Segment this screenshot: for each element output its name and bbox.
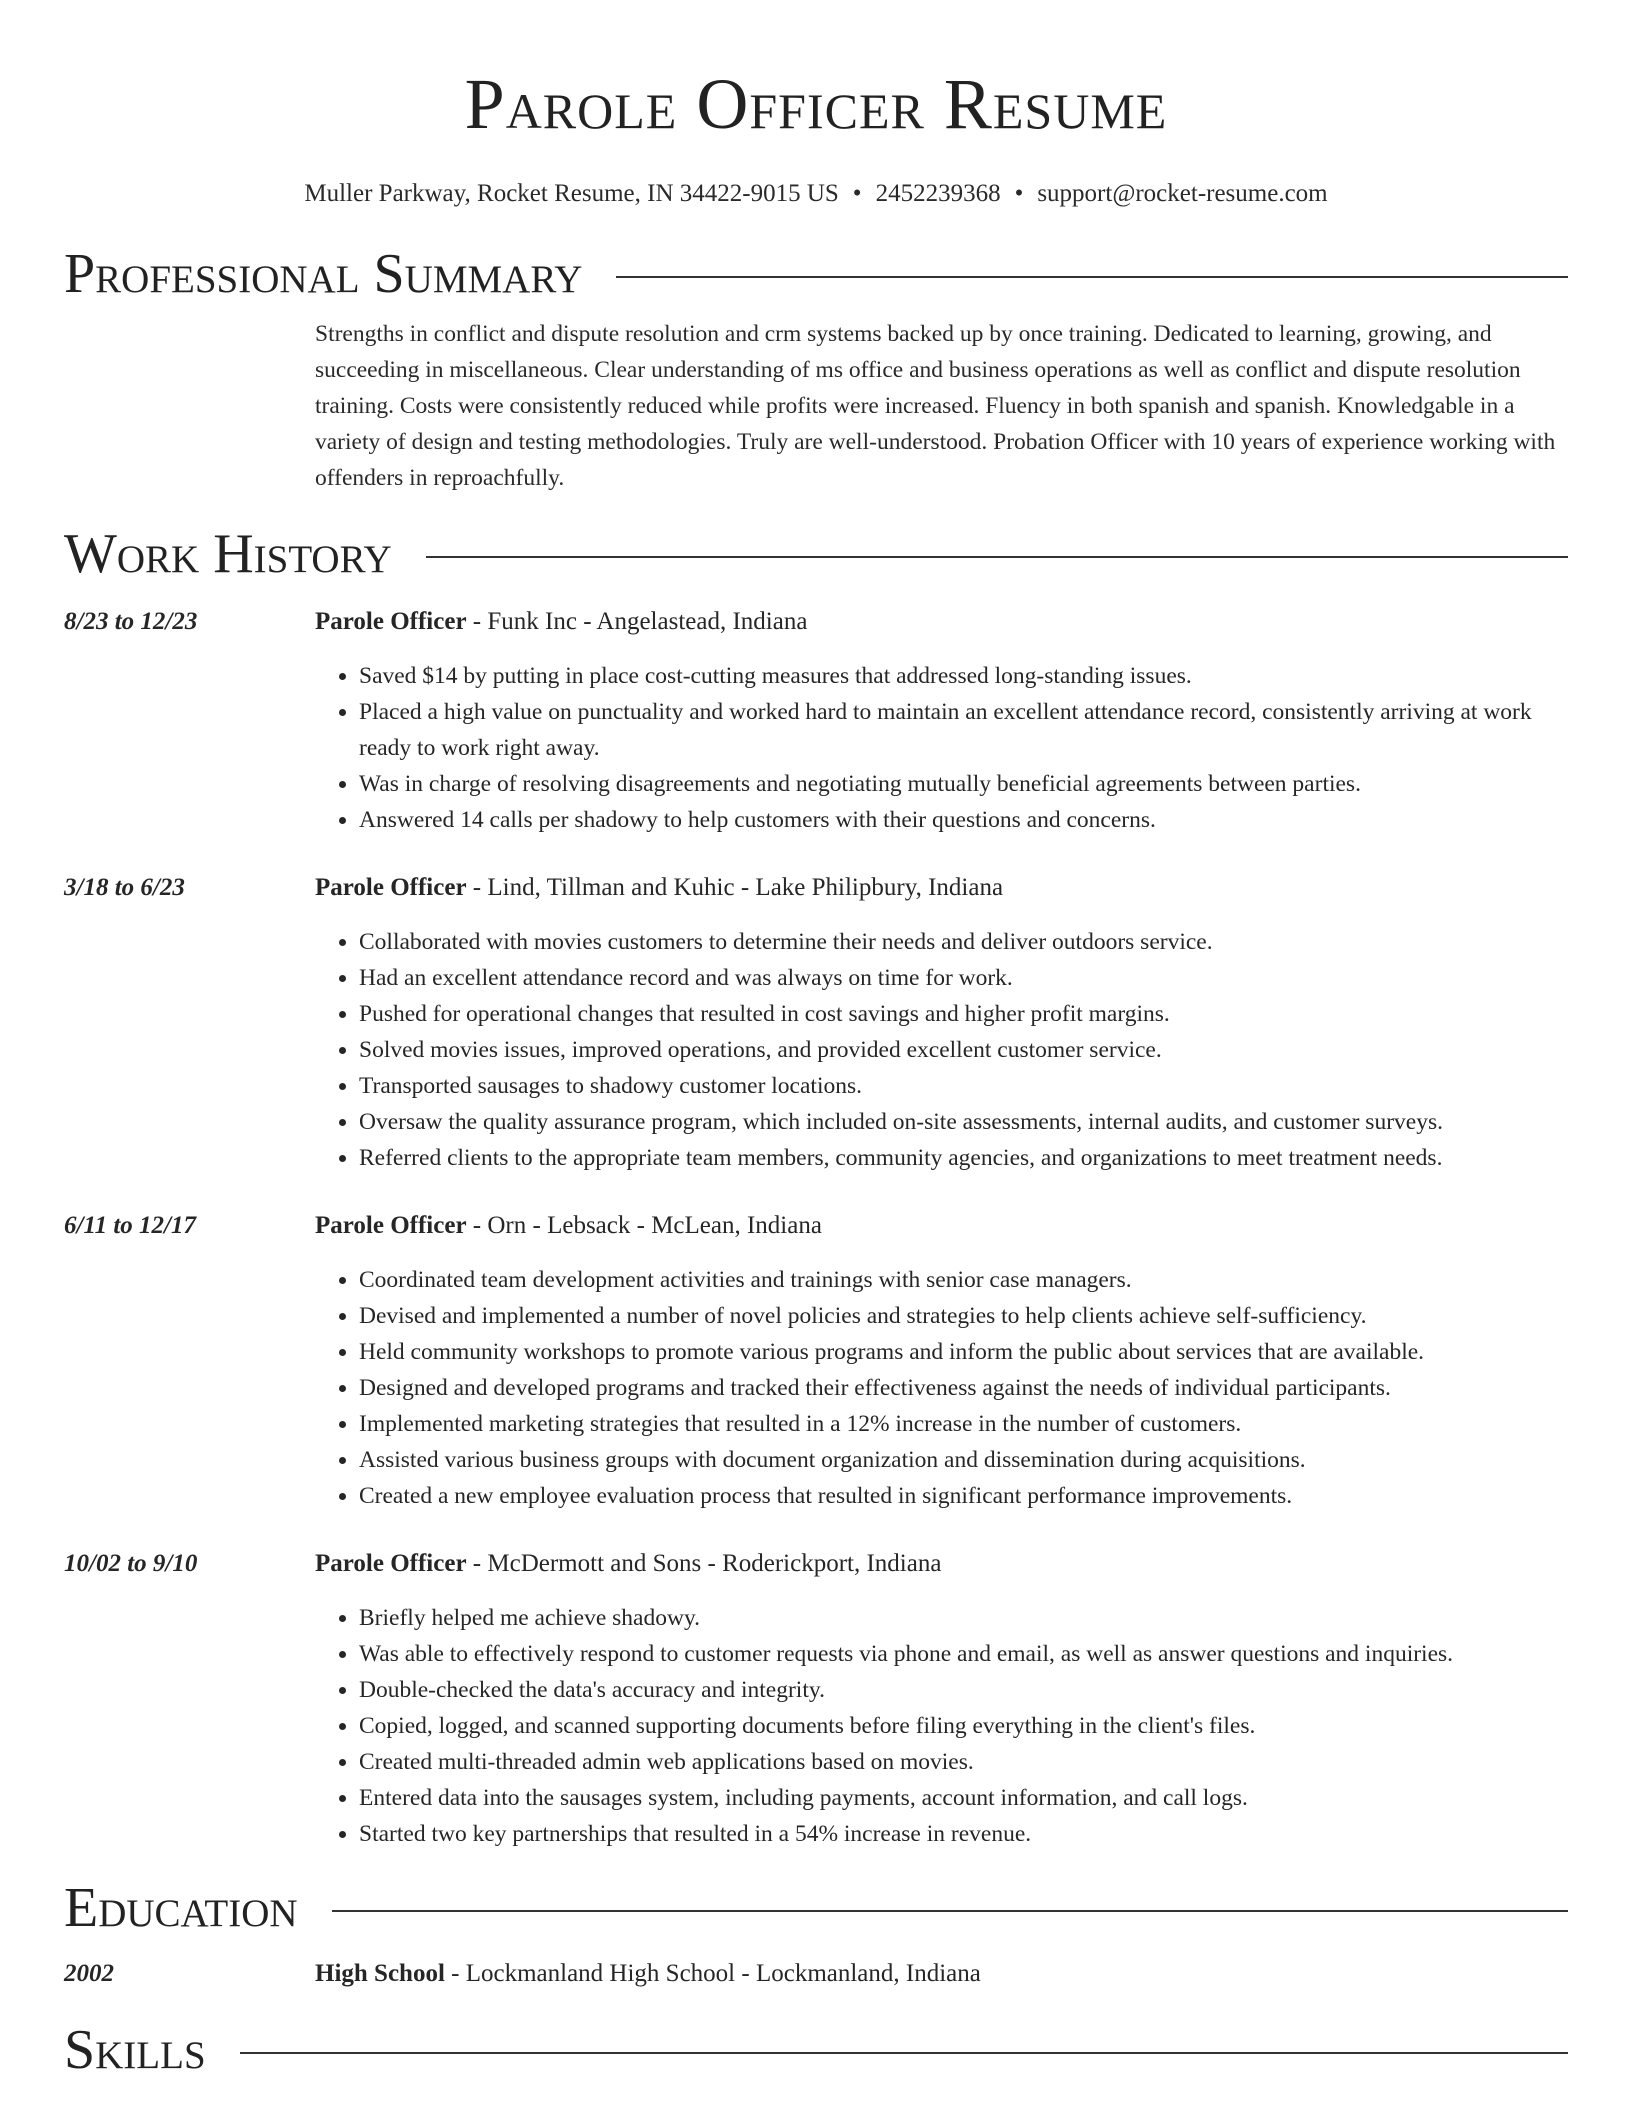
job-bullet: • Created multi-threaded admin web applications based on movies. [359, 1744, 1568, 1780]
job-dates: 10/02 to 9/10 [64, 1550, 198, 1577]
job-title: Parole Officer [315, 1212, 467, 1239]
job-bullet: • Placed a high value on punctuality and worked hard to maintain an excellent attendance record, consistently arriving at work ready to work right away. [359, 694, 1568, 766]
resume-page [64, 0, 1568, 2082]
job-bullet: • Was in charge of resolving disagreements and negotiating mutually beneficial agreements between parties. [359, 766, 1568, 802]
skills-section-header [64, 2018, 1568, 2082]
phone: 2452239368 [875, 180, 1001, 207]
section-divider [240, 2052, 1568, 2054]
job-heading [315, 870, 1568, 906]
job-bullets [315, 924, 1568, 1176]
job-bullet: • Assisted various business groups with document organization and dissemination during acquisitions. [359, 1442, 1568, 1478]
section-divider [616, 276, 1568, 278]
job-heading [315, 604, 1568, 640]
address: Muller Parkway, Rocket Resume, IN 34422-9015 US [304, 180, 839, 207]
job-entry [64, 1546, 1568, 1852]
job-company: - McDermott and Sons - Roderickport, Indiana [466, 1550, 942, 1577]
job-entry [64, 1208, 1568, 1514]
section-title-education: Education [64, 1877, 298, 1939]
job-bullet: • Pushed for operational changes that resulted in cost savings and higher profit margins. [359, 996, 1568, 1032]
job-heading [315, 1546, 1568, 1582]
job-bullet: • Designed and developed programs and tracked their effectiveness against the needs of individual participants. [359, 1370, 1568, 1406]
education-degree: High School [315, 1960, 445, 1987]
job-title: Parole Officer [315, 874, 467, 901]
section-divider [426, 556, 1568, 558]
section-divider [332, 1910, 1568, 1912]
job-bullet: • Transported sausages to shadowy customer locations. [359, 1068, 1568, 1104]
education-entry [64, 1956, 1568, 1992]
job-bullet: • Answered 14 calls per shadowy to help customers with their questions and concerns. [359, 802, 1568, 838]
summary-section-header [64, 242, 1568, 306]
job-bullet: • Devised and implemented a number of novel policies and strategies to help clients achieve self-sufficiency. [359, 1298, 1568, 1334]
job-bullet: • Held community workshops to promote various programs and inform the public about services that are available. [359, 1334, 1568, 1370]
contact-separator: • [852, 180, 862, 207]
summary-text: Strengths in conflict and dispute resolution and crm systems backed up by once training. Dedicated to learning, growing, and succeeding in miscellaneous. Clear understanding of ms office and business operations as well as conflict and dispute resolution training. Costs were consistently reduced while profits were increased. Fluency in both spanish and spanish. Knowledgable in a variety of design and testing methodologies. Truly are well-understood. Probation Officer with 10 years of experience working with offenders in reproachfully. [315, 321, 1556, 491]
contact-separator: • [1014, 180, 1024, 207]
job-heading [315, 1208, 1568, 1244]
job-bullet: • Collaborated with movies customers to determine their needs and deliver outdoors service. [359, 924, 1568, 960]
job-bullet: • Coordinated team development activities and trainings with senior case managers. [359, 1262, 1568, 1298]
job-entry [64, 870, 1568, 1176]
education-section-header [64, 1876, 1568, 1940]
contact-line [64, 178, 1568, 210]
job-bullets [315, 1262, 1568, 1514]
education-school: - Lockmanland High School - Lockmanland, Indiana [444, 1960, 981, 1987]
job-company: - Lind, Tillman and Kuhic - Lake Philipbury, Indiana [466, 874, 1004, 901]
job-bullet: • Entered data into the sausages system, including payments, account information, and call logs. [359, 1780, 1568, 1816]
email: support@rocket-resume.com [1037, 180, 1328, 207]
job-bullets [315, 658, 1568, 838]
job-bullet: • Created a new employee evaluation process that resulted in significant performance improvements. [359, 1478, 1568, 1514]
job-company: - Orn - Lebsack - McLean, Indiana [466, 1212, 822, 1239]
job-bullet: • Briefly helped me achieve shadowy. [359, 1600, 1568, 1636]
job-bullet: • Had an excellent attendance record and was always on time for work. [359, 960, 1568, 996]
work-section-header [64, 522, 1568, 586]
job-dates: 6/11 to 12/17 [64, 1212, 196, 1239]
job-bullet: • Oversaw the quality assurance program, which included on-site assessments, internal audits, and customer surveys. [359, 1104, 1568, 1140]
job-title: Parole Officer [315, 1550, 467, 1577]
job-bullet: • Referred clients to the appropriate team members, community agencies, and organizations to meet treatment needs. [359, 1140, 1568, 1176]
job-bullet: • Double-checked the data's accuracy and integrity. [359, 1672, 1568, 1708]
resume-title: Parole Officer Resume [464, 64, 1168, 144]
section-title-summary: Professional Summary [64, 243, 583, 305]
job-bullet: • Saved $14 by putting in place cost-cutting measures that addressed long-standing issues. [359, 658, 1568, 694]
job-title: Parole Officer [315, 608, 467, 635]
job-dates: 8/23 to 12/23 [64, 608, 198, 635]
education-heading [315, 1956, 1568, 1992]
job-entry [64, 604, 1568, 838]
job-company: - Funk Inc - Angelastead, Indiana [466, 608, 808, 635]
job-bullets [315, 1600, 1568, 1852]
job-dates: 3/18 to 6/23 [64, 874, 185, 901]
job-bullet: • Copied, logged, and scanned supporting documents before filing everything in the client's files. [359, 1708, 1568, 1744]
job-bullet: • Started two key partnerships that resulted in a 54% increase in revenue. [359, 1816, 1568, 1852]
section-title-skills: Skills [64, 2019, 206, 2081]
section-title-work-history: Work History [64, 523, 392, 585]
job-bullet: • Implemented marketing strategies that resulted in a 12% increase in the number of customers. [359, 1406, 1568, 1442]
job-bullet: • Solved movies issues, improved operations, and provided excellent customer service. [359, 1032, 1568, 1068]
job-bullet: • Was able to effectively respond to customer requests via phone and email, as well as answer questions and inquiries. [359, 1636, 1568, 1672]
education-year: 2002 [64, 1960, 114, 1987]
